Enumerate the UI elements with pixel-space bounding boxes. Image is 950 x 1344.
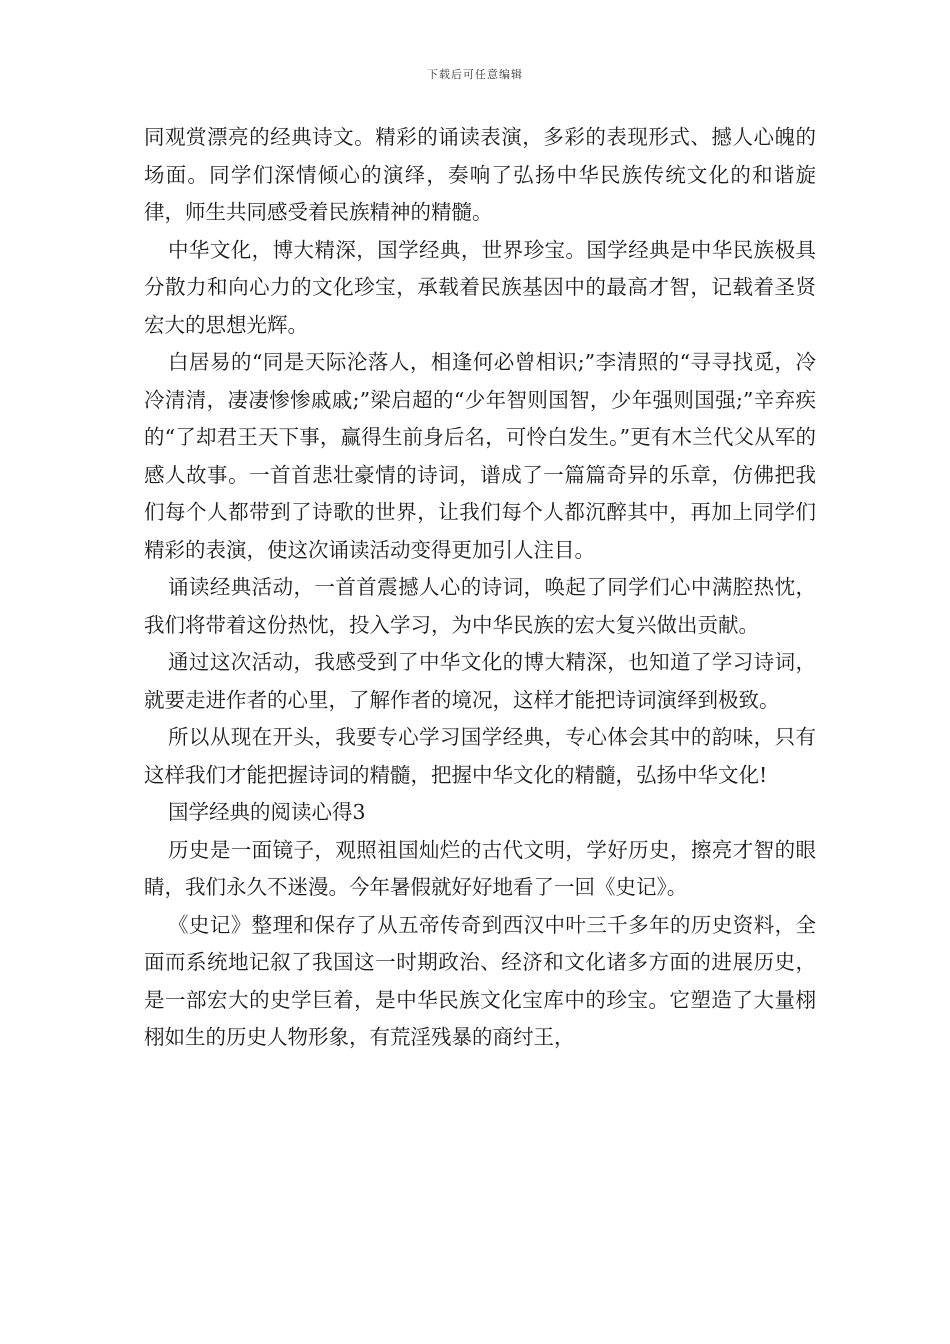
document-body [144,119,816,1057]
paragraph: 《史记》整理和保存了从五帝传奇到西汉中叶三千多年的历史资料，全面而系统地记叙了我国这一时期政治、经济和文化诸多方面的进展历史，是一部宏大的史学巨着，是中华民族文化宝库中的珍宝。它塑造了大量栩栩如生的历史人物形象，有荒淫残暴的商纣王， [144,912,816,1049]
section-title: 国学经典的阅读心得3 [168,800,366,824]
page-header: 下载后可任意编辑 [427,68,523,81]
paragraph: 历史是一面镜子，观照祖国灿烂的古代文明，学好历史，擦亮才智的眼睛，我们永久不迷漫。今年暑假就好好地看了一回《史记》。 [144,837,816,899]
paragraph: 通过这次活动，我感受到了中华文化的博大精深，也知道了学习诗词，就要走进作者的心里，了解作者的境况，这样才能把诗词演绎到极致。 [144,650,816,712]
paragraph-continuation: 同观赏漂亮的经典诗文。精彩的诵读表演，多彩的表现形式、撼人心魄的场面。同学们深情倾心的演绎，奏响了弘扬中华民族传统文化的和谐旋律，师生共同感受着民族精神的精髓。 [144,125,816,224]
paragraph: 诵读经典活动，一首首震撼人心的诗词，唤起了同学们心中满腔热忱，我们将带着这份热忱，投入学习，为中华民族的宏大复兴做出贡献。 [144,575,816,637]
paragraph: 白居易的“同是天际沦落人，相逢何必曾相识;”李清照的“寻寻找觅，冷冷清清，凄凄惨惨戚戚;”梁启超的“少年智则国智，少年强则国强;”辛弃疾的“了却君王天下事，赢得生前身后名，可怜白发生。”更有木兰代父从军的感人故事。一首首悲壮豪情的诗词，谱成了一篇篇奇异的乐章，仿佛把我们每个人都带到了诗歌的世界，让我们每个人都沉醉其中，再加上同学们精彩的表演，使这次诵读活动变得更加引人注目。 [144,350,816,562]
paragraph: 中华文化，博大精深，国学经典，世界珍宝。国学经典是中华民族极具分散力和向心力的文化珍宝，承载着民族基因中的最高才智，记载着圣贤宏大的思想光辉。 [144,237,816,337]
paragraph: 所以从现在开头，我要专心学习国学经典，专心体会其中的韵味，只有这样我们才能把握诗词的精髓，把握中华文化的精髓，弘扬中华文化! [144,725,816,787]
